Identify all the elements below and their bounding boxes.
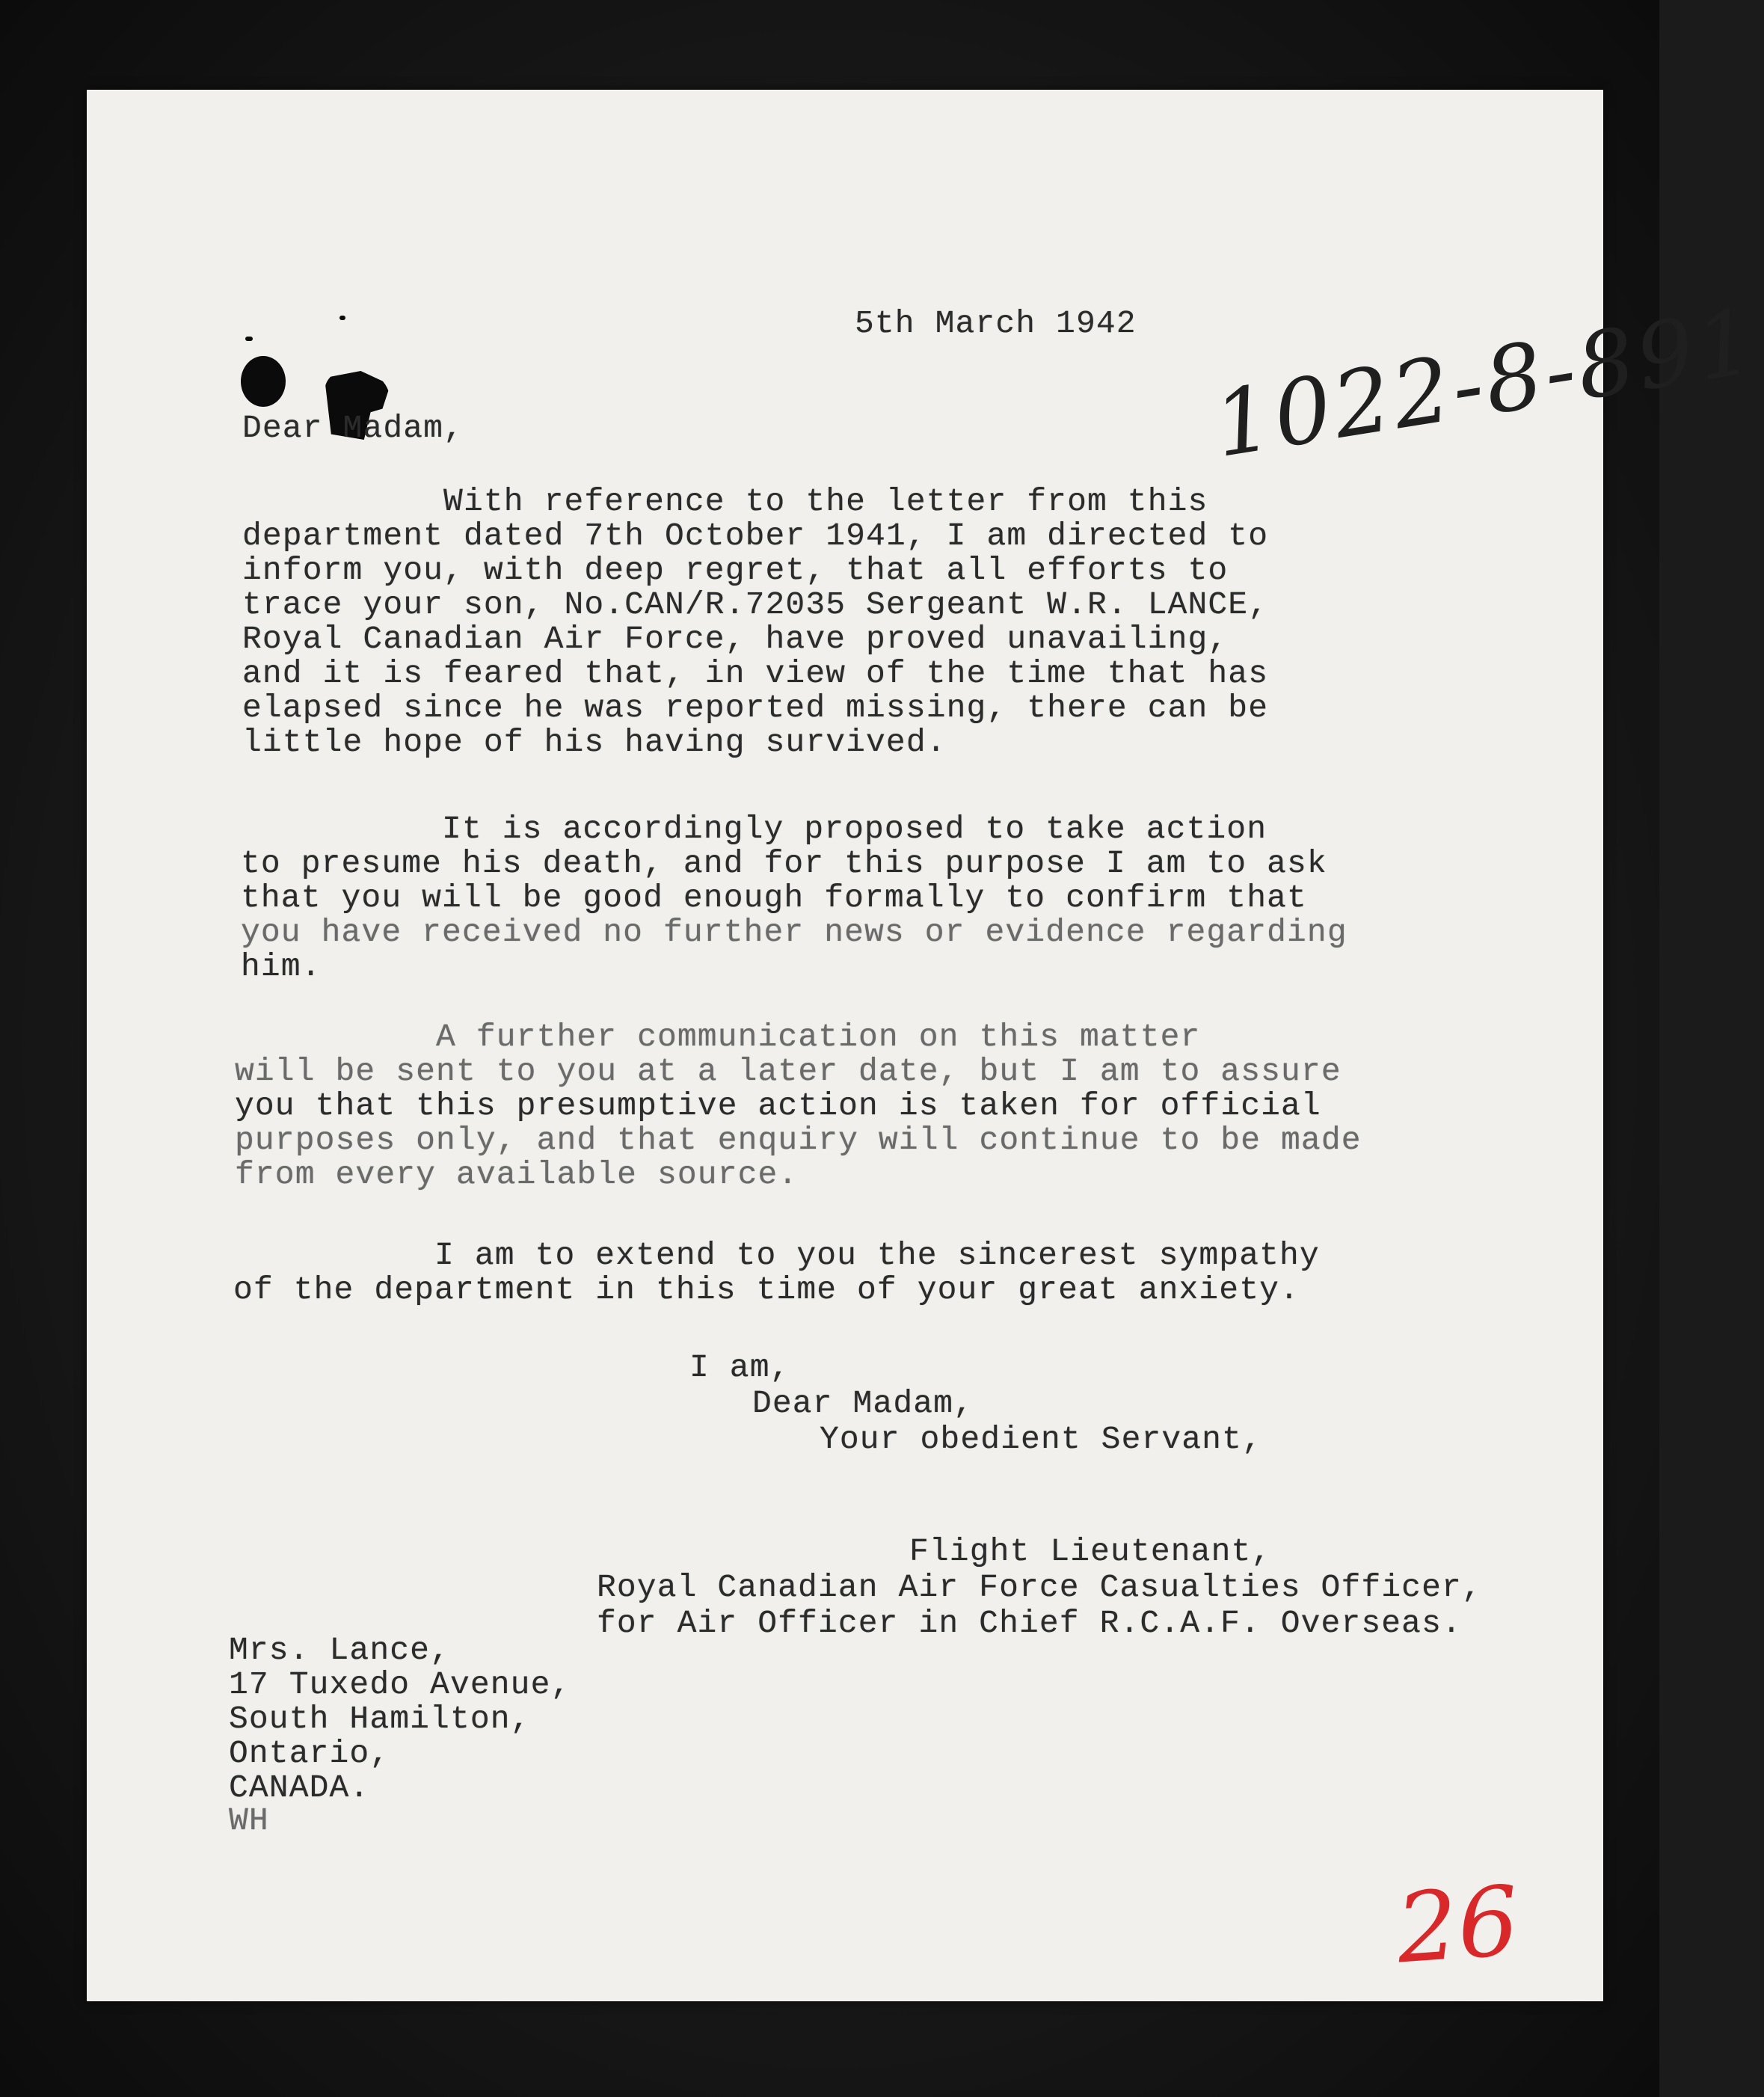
paragraph-line: you that this presumptive action is taken for official <box>235 1087 1321 1124</box>
addressee-street: 17 Tuxedo Avenue, <box>229 1666 571 1703</box>
punch-hole-left <box>241 356 286 407</box>
handwritten-reference-number: 1022-8-891 <box>1207 289 1764 478</box>
addressee-province: Ontario, <box>229 1735 390 1772</box>
signatory-title: Royal Canadian Air Force Casualties Officer, <box>597 1569 1482 1606</box>
signatory-for: for Air Officer in Chief R.C.A.F. Overseas. <box>597 1605 1462 1642</box>
paragraph-line: A further communication on this matter <box>235 1019 1201 1055</box>
paragraph-line: inform you, with deep regret, that all efforts to <box>242 552 1229 589</box>
paragraph-line: With reference to the letter from this <box>242 483 1208 520</box>
paragraph-line: from every available source. <box>235 1156 799 1193</box>
paragraph-line: It is accordingly proposed to take action <box>241 811 1267 847</box>
closing-line: I am, <box>689 1349 790 1386</box>
closing-line: Your obedient Servant, <box>820 1421 1262 1458</box>
letter-page <box>87 90 1764 2001</box>
addressee-city: South Hamilton, <box>229 1701 531 1737</box>
paragraph-line: that you will be good enough formally to confirm that <box>241 879 1307 916</box>
paragraph-line: purposes only, and that enquiry will continue to be made <box>235 1122 1362 1158</box>
typist-initials: WH <box>229 1802 269 1839</box>
paragraph-line: will be sent to you at a later date, but I am to assure <box>235 1053 1342 1090</box>
letter-date: 5th March 1942 <box>855 305 1137 342</box>
paragraph-line: Royal Canadian Air Force, have proved unavailing, <box>242 621 1229 657</box>
paragraph-line: I am to extend to you the sincerest sympathy <box>233 1237 1320 1274</box>
handwritten-page-number: 26 <box>1393 1865 1522 1986</box>
addressee-country: CANADA. <box>229 1769 370 1806</box>
paragraph-line: you have received no further news or evidence regarding <box>241 914 1347 951</box>
punch-hole-mark <box>245 337 253 341</box>
punch-hole-mark <box>339 316 345 320</box>
salutation: Dear Madam, <box>242 410 464 446</box>
addressee-name: Mrs. Lance, <box>229 1632 450 1668</box>
paragraph-line: elapsed since he was reported missing, there can be <box>242 690 1269 726</box>
paragraph-line: and it is feared that, in view of the time that has <box>242 655 1269 692</box>
paragraph-line: little hope of his having survived. <box>242 724 947 761</box>
paragraph-line: to presume his death, and for this purpose I am to ask <box>241 845 1327 882</box>
paragraph-line: him. <box>241 948 322 985</box>
paragraph-line: trace your son, No.CAN/R.72035 Sergeant W.R. LANCE, <box>242 586 1269 623</box>
signatory-rank: Flight Lieutenant, <box>909 1533 1272 1570</box>
closing-line: Dear Madam, <box>752 1385 974 1422</box>
paragraph-line: of the department in this time of your great anxiety. <box>233 1271 1300 1308</box>
paragraph-line: department dated 7th October 1941, I am directed to <box>242 518 1269 554</box>
